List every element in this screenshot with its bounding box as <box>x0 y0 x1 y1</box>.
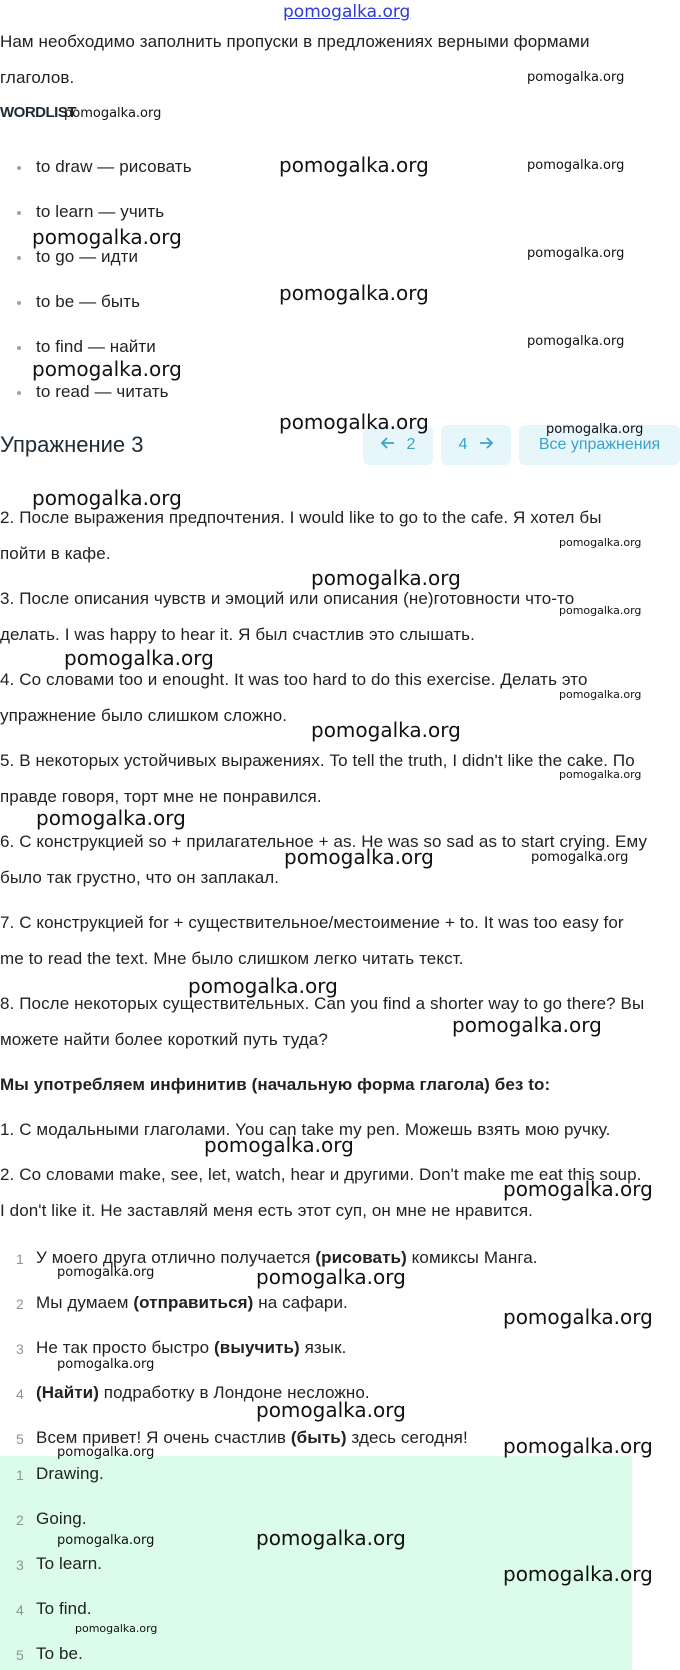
watermark: pomogalka.org <box>559 604 642 617</box>
bullet <box>17 301 21 305</box>
watermark: pomogalka.org <box>32 225 182 249</box>
answer-number: 1 <box>16 1467 24 1483</box>
watermark: pomogalka.org <box>559 688 642 701</box>
list-item: to learn — учить <box>36 202 165 221</box>
bullet <box>17 166 21 170</box>
intro-line-1: Нам необходимо заполнить пропуски в предложениях верными формами <box>0 32 590 51</box>
watermark: pomogalka.org <box>284 845 434 869</box>
watermark: pomogalka.org <box>188 974 338 998</box>
watermark: pomogalka.org <box>503 1305 653 1329</box>
watermark: pomogalka.org <box>527 334 625 349</box>
watermark: pomogalka.org <box>57 1533 155 1548</box>
watermark: pomogalka.org <box>64 106 162 121</box>
list-item: to read — читать <box>36 382 169 401</box>
watermark: pomogalka.org <box>527 158 625 173</box>
rule-7-line-2: me to read the text. Мне было слишком легко читать текст. <box>0 949 464 968</box>
watermark: pomogalka.org <box>546 422 644 437</box>
rule-8-line-1: 8. После некоторых существительных. Can you find a shorter way to go there? Вы <box>0 994 645 1013</box>
rule-2-line-2: пойти в кафе. <box>0 544 111 563</box>
answer-item: To find. <box>36 1599 92 1618</box>
task-item: Мы думаем (отправиться) на сафари. <box>36 1293 348 1312</box>
watermark: pomogalka.org <box>503 1177 653 1201</box>
rule-6-line-1: 6. С конструкцией so + прилагательное + as. He was so sad as to start crying. Ему <box>0 832 648 851</box>
task-number: 4 <box>16 1386 24 1402</box>
watermark: pomogalka.org <box>311 566 461 590</box>
list-item: to go — идти <box>36 247 139 266</box>
task-number: 1 <box>16 1251 24 1267</box>
rule-3-line-1: 3. После описания чувств и эмоций или описания (не)готовности что-то <box>0 589 575 608</box>
bullet <box>17 346 21 350</box>
answer-number: 5 <box>16 1647 24 1663</box>
watermark: pomogalka.org <box>279 281 429 305</box>
watermark: pomogalka.org <box>527 70 625 85</box>
watermark: pomogalka.org <box>32 486 182 510</box>
bare-rule-2-line-2: I don't like it. Не заставляй меня есть этот суп, он мне не нравится. <box>0 1201 533 1220</box>
next-exercise-button[interactable] <box>441 425 511 465</box>
next-exercise-label: 4 <box>458 436 468 453</box>
watermark: pomogalka.org <box>311 718 461 742</box>
task-item: Не так просто быстро (выучить) язык. <box>36 1338 347 1357</box>
watermark: pomogalka.org <box>32 357 182 381</box>
task-number: 3 <box>16 1341 24 1357</box>
rule-7-line-1: 7. С конструкцией for + существительное/местоимение + to. It was too easy for <box>0 913 624 932</box>
without-to-heading: Мы употребляем инфинитив (начальную форма глагола) без to: <box>0 1075 551 1094</box>
wordlist-title: WORDLIST <box>0 104 76 121</box>
watermark: pomogalka.org <box>256 1265 406 1289</box>
watermark: pomogalka.org <box>75 1622 158 1635</box>
watermark: pomogalka.org <box>559 768 642 781</box>
rule-5-line-1: 5. В некоторых устойчивых выражениях. To tell the truth, I didn't like the cake. По <box>0 751 635 770</box>
watermark: pomogalka.org <box>452 1013 602 1037</box>
site-header[interactable]: pomogalka.org <box>283 2 411 22</box>
rule-2-line-1: 2. После выражения предпочтения. I would like to go to the cafe. Я хотел бы <box>0 508 602 527</box>
rule-4-line-1: 4. Со словами too и enought. It was too hard to do this exercise. Делать это <box>0 670 588 689</box>
watermark: pomogalka.org <box>256 1398 406 1422</box>
prev-exercise-label: 2 <box>406 436 416 453</box>
watermark: pomogalka.org <box>57 1445 155 1460</box>
rule-3-line-2: делать. I was happy to hear it. Я был счастлив это слышать. <box>0 625 475 644</box>
bullet <box>17 256 21 260</box>
task-item: У моего друга отлично получается (рисовать) комиксы Манга. <box>36 1248 538 1267</box>
rule-4-line-2: упражнение было слишком сложно. <box>0 706 288 725</box>
rule-8-line-2: можете найти более короткий путь туда? <box>0 1030 328 1049</box>
intro-line-2: глаголов. <box>0 68 75 87</box>
watermark: pomogalka.org <box>204 1133 354 1157</box>
bullet <box>17 211 21 215</box>
watermark: pomogalka.org <box>279 153 429 177</box>
answer-item: Going. <box>36 1509 87 1528</box>
answer-number: 4 <box>16 1602 24 1618</box>
watermark: pomogalka.org <box>279 410 429 434</box>
answer-item: To be. <box>36 1644 83 1663</box>
answer-number: 2 <box>16 1512 24 1528</box>
bare-rule-2-line-1: 2. Со словами make, see, let, watch, hear и другими. Don't make me eat this soup. <box>0 1165 642 1184</box>
rule-5-line-2: правде говоря, торт мне не понравился. <box>0 787 322 806</box>
watermark: pomogalka.org <box>503 1562 653 1586</box>
watermark: pomogalka.org <box>503 1434 653 1458</box>
task-item: Всем привет! Я очень счастлив (быть) здесь сегодня! <box>36 1428 468 1447</box>
list-item: to draw — рисовать <box>36 157 192 176</box>
watermark: pomogalka.org <box>531 850 629 865</box>
watermark: pomogalka.org <box>57 1357 155 1372</box>
watermark: pomogalka.org <box>256 1526 406 1550</box>
task-number: 5 <box>16 1431 24 1447</box>
list-item: to find — найти <box>36 337 156 356</box>
list-item: to be — быть <box>36 292 141 311</box>
arrow-right-icon <box>479 436 493 454</box>
answer-item: To learn. <box>36 1554 103 1573</box>
watermark: pomogalka.org <box>36 806 186 830</box>
answer-number: 3 <box>16 1557 24 1573</box>
watermark: pomogalka.org <box>64 646 214 670</box>
all-exercises-label: Все упражнения <box>538 436 661 453</box>
watermark: pomogalka.org <box>57 1265 155 1280</box>
bullet <box>17 391 21 395</box>
watermark: pomogalka.org <box>527 246 625 261</box>
arrow-left-icon <box>381 436 395 454</box>
watermark: pomogalka.org <box>559 536 642 549</box>
rule-6-line-2: было так грустно, что он заплакал. <box>0 868 280 887</box>
answer-item: Drawing. <box>36 1464 104 1483</box>
task-number: 2 <box>16 1296 24 1312</box>
exercise-title: Упражнение 3 <box>0 432 144 457</box>
bare-rule-1: 1. С модальными глаголами. You can take my pen. Можешь взять мою ручку. <box>0 1120 611 1139</box>
task-item: (Найти) подработку в Лондоне несложно. <box>36 1383 370 1402</box>
